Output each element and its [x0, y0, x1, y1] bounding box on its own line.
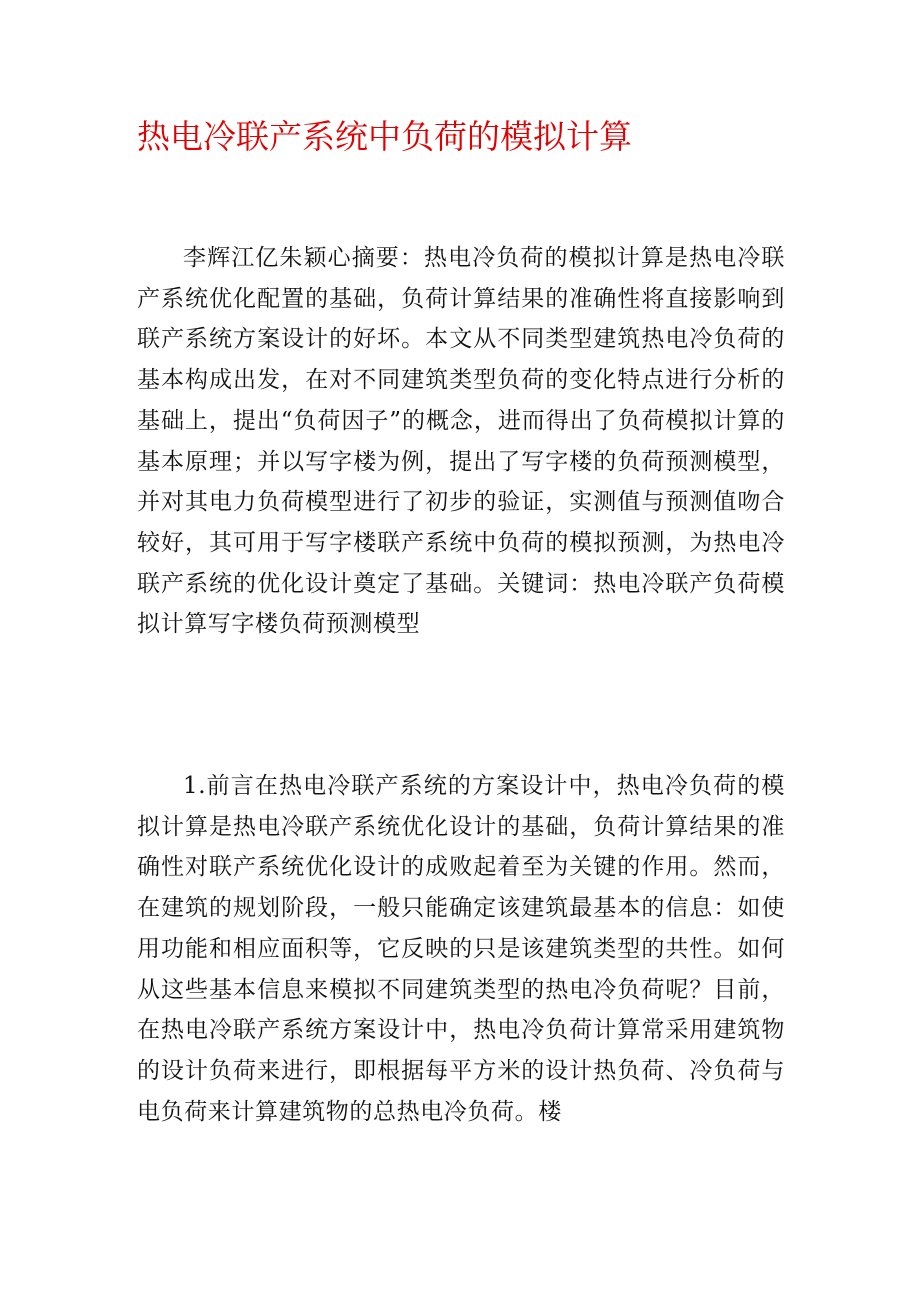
- abstract-paragraph: 李辉江亿朱颖心摘要：热电冷负荷的模拟计算是热电冷联产系统优化配置的基础，负荷计算结果的准确性将直接影响到联产系统方案设计的好坏。本文从不同类型建筑热电冷负荷的基本构成出发，在对不同建筑类型负荷的变化特点进行分析的基础上，提出“负荷因子”的概念，进而得出了负荷模拟计算的基本原理；并以写字楼为例，提出了写字楼的负荷预测模型，并对其电力负荷模型进行了初步的验证，实测值与预测值吻合较好，其可用于写字楼联产系统中负荷的模拟预测，为热电冷联产系统的优化设计奠定了基础。关键词：热电冷联产负荷模拟计算写字楼负荷预测模型: [137, 245, 785, 638]
- introduction-paragraph: 1.前言在热电冷联产系统的方案设计中，热电冷负荷的模拟计算是热电冷联产系统优化设计的基础，负荷计算结果的准确性对联产系统优化设计的成败起着至为关键的作用。然而，在建筑的规划阶段，一般只能确定该建筑最基本的信息：如使用功能和相应面积等，它反映的只是该建筑类型的共性。如何从这些基本信息来模拟不同建筑类型的热电冷负荷呢？目前，在热电冷联产系统方案设计中，热电冷负荷计算常采用建筑物的设计负荷来进行，即根据每平方米的设计热负荷、冷负荷与电负荷来计算建筑物的总热电冷负荷。楼: [137, 773, 785, 1125]
- document-title: 热电冷联产系统中负荷的模拟计算: [137, 117, 632, 156]
